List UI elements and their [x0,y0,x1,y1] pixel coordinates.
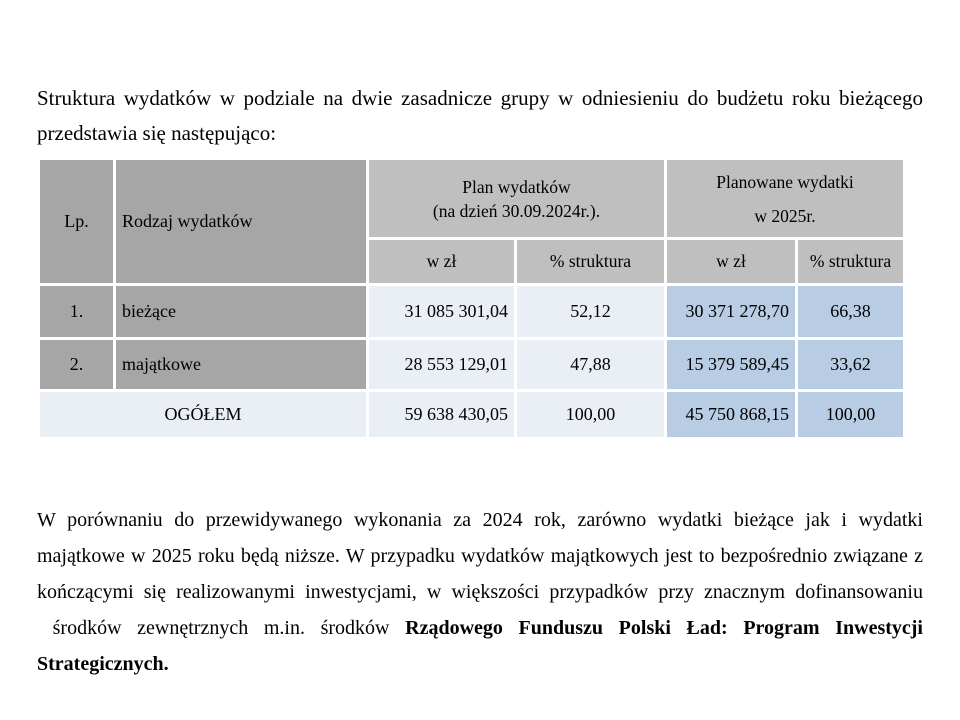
row1-2025-pct: 66,38 [797,285,905,339]
row1-lp: 1. [39,285,115,339]
closing-paragraph [37,502,923,682]
header-lp: Lp. [39,159,115,285]
row1-2025-zl: 30 371 278,70 [666,285,797,339]
header-plan-wydatkow [368,159,666,239]
subheader-2025-struktura: % struktura [797,239,905,285]
closing-paragraph-bold-text: Rządowego Funduszu Polski Ład: Program Inwestycji Strategicznych. [37,617,923,675]
header-group-row [39,159,905,239]
table-row-total [39,391,905,439]
header-plan-wydatkow-line1: Plan wydatków [462,176,571,197]
row2-2025-pct: 33,62 [797,339,905,391]
budget-structure-table [37,157,906,440]
total-plan-zl: 59 638 430,05 [368,391,516,439]
header-planowane-wydatki-line1: Planowane wydatki [716,171,854,192]
row2-2025-zl: 15 379 589,45 [666,339,797,391]
table-row-majatkowe [39,339,905,391]
subheader-plan-w-zl: w zł [368,239,516,285]
row1-name: bieżące [115,285,368,339]
total-2025-zl: 45 750 868,15 [666,391,797,439]
row2-lp: 2. [39,339,115,391]
row2-plan-pct: 47,88 [516,339,666,391]
header-planowane-wydatki [666,159,905,239]
total-label: OGÓŁEM [39,391,368,439]
row1-plan-pct: 52,12 [516,285,666,339]
closing-paragraph-text: W porównaniu do przewidywanego wykonania za 2024 rok, zarówno wydatki bieżące jak i wydatki majątkowe w 2025 roku będą niższe. W przypadku wydatków majątkowych jest to bezpośrednio związane z kończącymi się realizowanymi inwestycjami, w większości przypadków przy znacznym dofinansowaniu środków zewnętrznych m.in. środków [37,509,923,639]
header-planowane-wydatki-line2: w 2025r. [754,205,816,226]
row2-name: majątkowe [115,339,368,391]
subheader-plan-struktura: % struktura [516,239,666,285]
table-row-biezace [39,285,905,339]
intro-paragraph: Struktura wydatków w podziale na dwie zasadnicze grupy w odniesieniu do budżetu roku bieżącego przedstawia się następująco: [37,86,923,145]
total-plan-pct: 100,00 [516,391,666,439]
row2-plan-zl: 28 553 129,01 [368,339,516,391]
subheader-2025-w-zl: w zł [666,239,797,285]
total-2025-pct: 100,00 [797,391,905,439]
row1-plan-zl: 31 085 301,04 [368,285,516,339]
header-plan-wydatkow-line2: (na dzień 30.09.2024r.). [432,200,601,221]
header-rodzaj-wydatkow: Rodzaj wydatków [115,159,368,285]
